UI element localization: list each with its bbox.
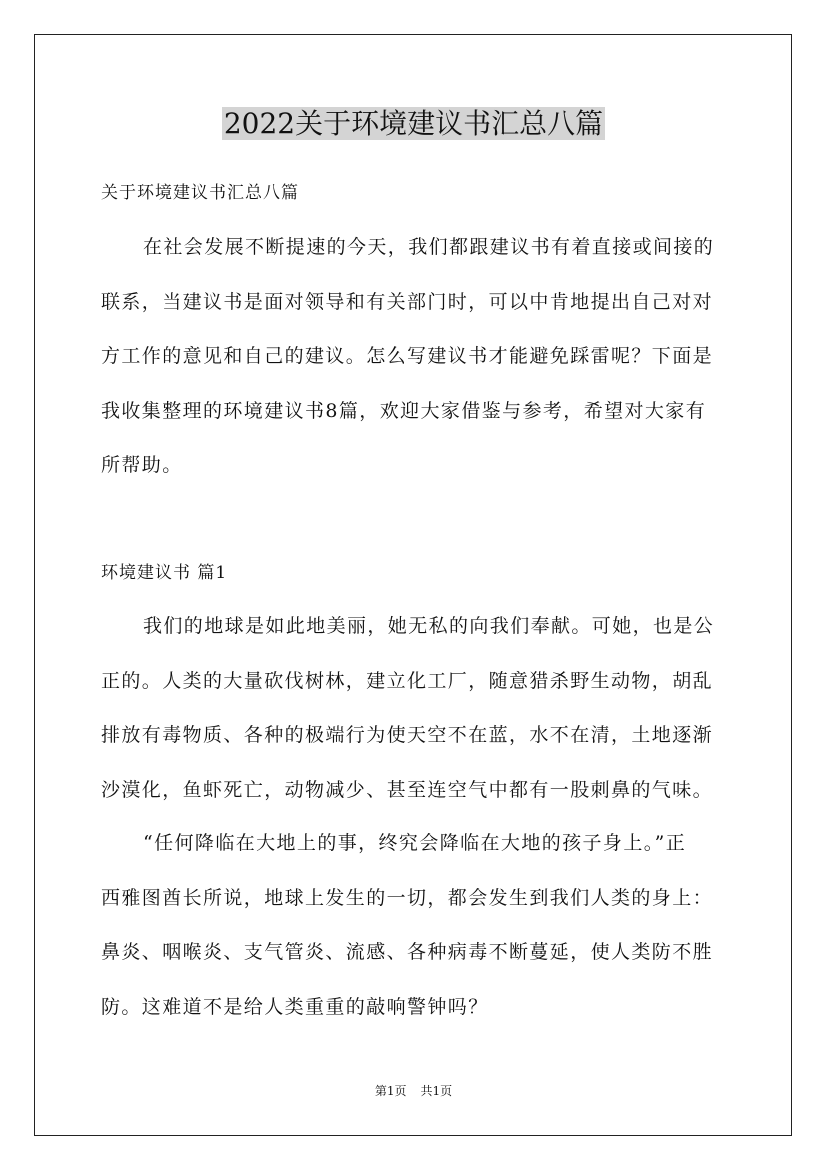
section1-paragraph-1 <box>101 599 731 817</box>
paragraph-line: 沙漠化，鱼虾死亡，动物减少、甚至连空气中都有一股刺鼻的气味。 <box>101 778 714 801</box>
document-subtitle: 关于环境建议书汇总八篇 <box>101 183 299 203</box>
document-title-text: 2022关于环境建议书汇总八篇 <box>223 107 604 140</box>
paragraph-line: 排放有毒物质、各种的极端行为使天空不在蓝，水不在清，土地逐渐 <box>101 724 714 746</box>
paragraph-line: 西雅图酋长所说，地球上发生的一切，都会发生到我们人类的身上： <box>101 886 714 909</box>
paragraph-line: “任何降临在大地上的事，终究会降临在大地的孩子身上。”正 <box>143 832 687 854</box>
page-footer <box>0 1083 827 1099</box>
page-number: 第1页 <box>374 1084 407 1098</box>
intro-line: 在社会发展不断提速的今天，我们都跟建议书有着直接或间接的 <box>143 236 715 258</box>
paragraph-line: 我们的地球是如此地美丽，她无私的向我们奉献。可她，也是公 <box>143 615 715 637</box>
section-heading: 环境建议书 篇1 <box>101 563 228 583</box>
paragraph-line: 防。这难道不是给人类重重的敲响警钟吗？ <box>101 995 489 1018</box>
paragraph-line: 鼻炎、咽喉炎、支气管炎、流感、各种病毒不断蔓延，使人类防不胜 <box>101 941 714 963</box>
intro-paragraph <box>101 220 731 493</box>
intro-line: 我收集整理的环境建议书8篇，欢迎大家借鉴与参考，希望对大家有 <box>101 399 707 422</box>
intro-line: 联系，当建议书是面对领导和有关部门时，可以中肯地提出自己对对 <box>101 290 714 313</box>
document-title <box>0 104 827 144</box>
intro-line: 所帮助。 <box>101 454 183 476</box>
section1-paragraph-2 <box>101 816 731 1034</box>
page-total: 共1页 <box>420 1084 453 1098</box>
intro-line: 方工作的意见和自己的建议。怎么写建议书才能避免踩雷呢？下面是 <box>101 345 714 367</box>
paragraph-line: 正的。人类的大量砍伐树林，建立化工厂，随意猎杀野生动物，胡乱 <box>101 669 714 692</box>
